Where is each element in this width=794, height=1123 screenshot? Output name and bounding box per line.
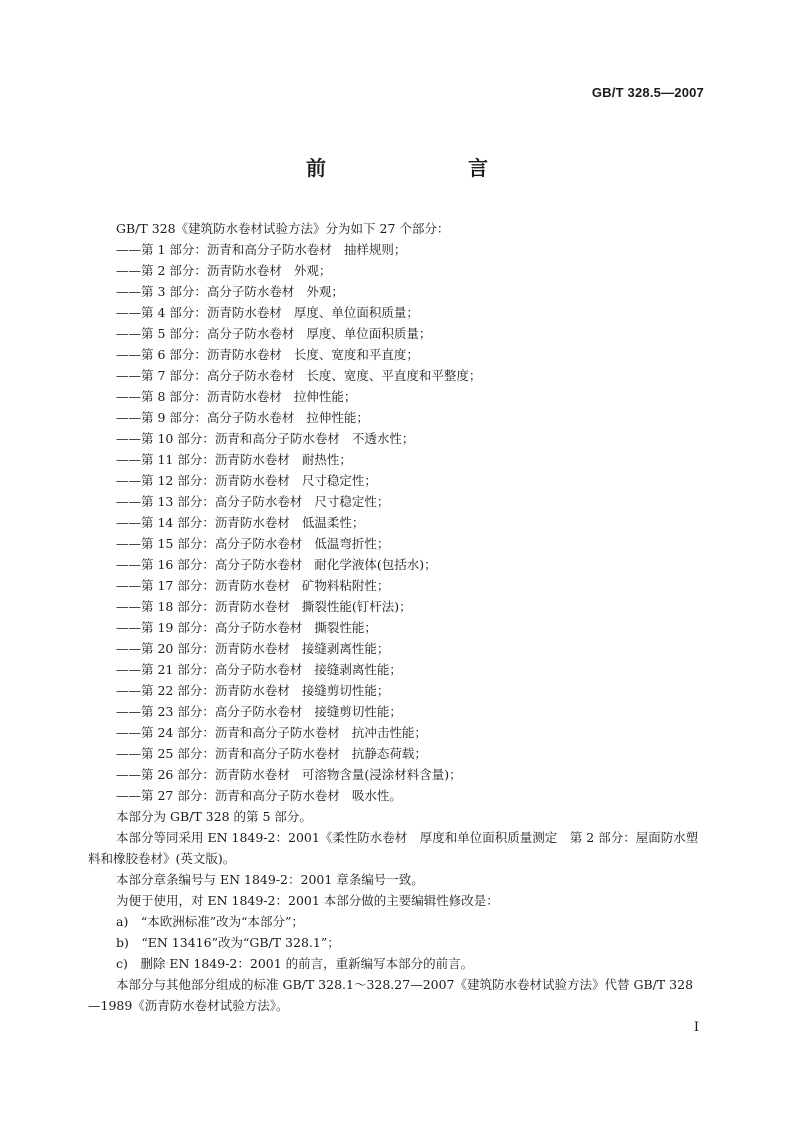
part-item: 接缝剪切性能； — [301, 683, 390, 698]
part-list-item — [88, 617, 704, 638]
part-list-item — [88, 785, 704, 806]
part-item: 长度、宽度、平直度和平整度； — [306, 368, 482, 383]
part-prefix: ——第 13 部分：高分子防水卷材 — [116, 494, 303, 509]
part-list-item — [88, 407, 704, 428]
parts-list — [88, 239, 704, 806]
part-item: 接缝剥离性能； — [301, 641, 390, 656]
part-list-item — [88, 386, 704, 407]
part-prefix: ——第 5 部分：高分子防水卷材 — [116, 326, 295, 341]
part-prefix: ——第 23 部分：高分子防水卷材 — [116, 704, 303, 719]
part-prefix: ——第 16 部分：高分子防水卷材 — [116, 557, 303, 572]
part-item: 撕裂性能(钉杆法)； — [301, 599, 412, 614]
part-prefix: ——第 15 部分：高分子防水卷材 — [116, 536, 303, 551]
part-prefix: ——第 9 部分：高分子防水卷材 — [116, 410, 295, 425]
part-list-item — [88, 470, 704, 491]
part-item: 接缝剥离性能； — [314, 662, 402, 677]
part-list-item — [88, 344, 704, 365]
part-item: 可溶物含量(浸涂材料含量)； — [301, 767, 462, 782]
part-list-item — [88, 260, 704, 281]
part-list-item — [88, 428, 704, 449]
part-prefix: ——第 22 部分：沥青防水卷材 — [116, 683, 290, 698]
part-prefix: ——第 25 部分：沥青和高分子防水卷材 — [116, 746, 340, 761]
edit-item-a: a) “本欧洲标准”改为“本部分”； — [116, 914, 304, 929]
part-list-item — [88, 512, 704, 533]
paragraph-numbering: 本部分章条编号与 EN 1849-2：2001 章条编号一致。 — [116, 872, 424, 887]
part-item: 吸水性。 — [351, 788, 402, 803]
part-list-item — [88, 680, 704, 701]
part-item: 耐热性； — [301, 452, 352, 467]
part-item: 尺寸稳定性； — [301, 473, 377, 488]
part-list-item — [88, 743, 704, 764]
part-list-item — [88, 365, 704, 386]
part-list-item — [88, 701, 704, 722]
part-list-item — [88, 449, 704, 470]
part-prefix: ——第 17 部分：沥青防水卷材 — [116, 578, 290, 593]
part-prefix: ——第 3 部分：高分子防水卷材 — [116, 284, 295, 299]
part-item: 拉伸性能； — [293, 389, 357, 404]
part-item: 抽样规则； — [343, 242, 407, 257]
part-item: 尺寸稳定性； — [314, 494, 390, 509]
part-item: 耐化学液体(包括水)； — [314, 557, 437, 572]
paragraph-edits-intro: 为便于使用，对 EN 1849-2：2001 本部分做的主要编辑性修改是： — [116, 893, 499, 908]
part-prefix: ——第 6 部分：沥青防水卷材 — [116, 347, 282, 362]
standard-code: GB/T 328.5—2007 — [591, 85, 704, 100]
part-prefix: ——第 27 部分：沥青和高分子防水卷材 — [116, 788, 340, 803]
part-list-item — [88, 575, 704, 596]
page-number: I — [693, 1020, 699, 1035]
part-item: 拉伸性能； — [306, 410, 369, 425]
part-item: 不透水性； — [351, 431, 415, 446]
part-item: 低温柔性； — [301, 515, 365, 530]
part-prefix: ——第 18 部分：沥青防水卷材 — [116, 599, 290, 614]
part-list-item — [88, 659, 704, 680]
part-prefix: ——第 1 部分：沥青和高分子防水卷材 — [116, 242, 332, 257]
part-item: 外观； — [293, 263, 332, 278]
part-list-item — [88, 239, 704, 260]
part-list-item — [88, 491, 704, 512]
part-list-item — [88, 323, 704, 344]
part-prefix: ——第 24 部分：沥青和高分子防水卷材 — [116, 725, 340, 740]
part-prefix: ——第 12 部分：沥青防水卷材 — [116, 473, 290, 488]
part-prefix: ——第 7 部分：高分子防水卷材 — [116, 368, 295, 383]
part-prefix: ——第 10 部分：沥青和高分子防水卷材 — [116, 431, 340, 446]
page-title: 前 言 — [306, 156, 522, 180]
part-list-item — [88, 533, 704, 554]
part-list-item — [88, 764, 704, 785]
part-list-item — [88, 638, 704, 659]
part-prefix: ——第 19 部分：高分子防水卷材 — [116, 620, 303, 635]
part-item: 厚度、单位面积质量； — [293, 305, 419, 320]
part-prefix: ——第 11 部分：沥青防水卷材 — [116, 452, 290, 467]
intro-line: GB/T 328《建筑防水卷材试验方法》分为如下 27 个部分： — [116, 221, 450, 236]
part-list-item — [88, 722, 704, 743]
part-list-item — [88, 302, 704, 323]
part-item: 撕裂性能； — [314, 620, 377, 635]
part-item: 长度、宽度和平直度； — [293, 347, 419, 362]
paragraph-adoption: 本部分等同采用 EN 1849-2：2001《柔性防水卷材 厚度和单位面积质量测定 第 2 部分：屋面防水塑料和橡胶卷材》(英文版)。 — [88, 830, 699, 866]
part-prefix: ——第 26 部分：沥青防水卷材 — [116, 767, 290, 782]
part-item: 抗冲击性能； — [351, 725, 427, 740]
part-item: 矿物料粘附性； — [301, 578, 390, 593]
part-list-item — [88, 554, 704, 575]
paragraph-part-number: 本部分为 GB/T 328 的第 5 部分。 — [116, 809, 312, 824]
part-prefix: ——第 20 部分：沥青防水卷材 — [116, 641, 290, 656]
edit-item-b: b) “EN 13416”改为“GB/T 328.1”； — [116, 935, 340, 950]
part-list-item — [88, 596, 704, 617]
foreword-body — [88, 218, 704, 1016]
part-item: 厚度、单位面积质量； — [306, 326, 432, 341]
part-prefix: ——第 2 部分：沥青防水卷材 — [116, 263, 282, 278]
paragraph-replacement: 本部分与其他部分组成的标准 GB/T 328.1～328.27—2007《建筑防水卷材试验方法》代替 GB/T 328—1989《沥青防水卷材试验方法》。 — [88, 977, 694, 1013]
part-prefix: ——第 21 部分：高分子防水卷材 — [116, 662, 303, 677]
part-item: 抗静态荷载； — [351, 746, 427, 761]
part-item: 低温弯折性； — [314, 536, 390, 551]
part-item: 外观； — [306, 284, 344, 299]
part-prefix: ——第 4 部分：沥青防水卷材 — [116, 305, 282, 320]
part-prefix: ——第 14 部分：沥青防水卷材 — [116, 515, 290, 530]
part-item: 接缝剪切性能； — [314, 704, 402, 719]
part-prefix: ——第 8 部分：沥青防水卷材 — [116, 389, 282, 404]
part-list-item — [88, 281, 704, 302]
edit-item-c: c) 删除 EN 1849-2：2001 的前言，重新编写本部分的前言。 — [116, 956, 474, 971]
